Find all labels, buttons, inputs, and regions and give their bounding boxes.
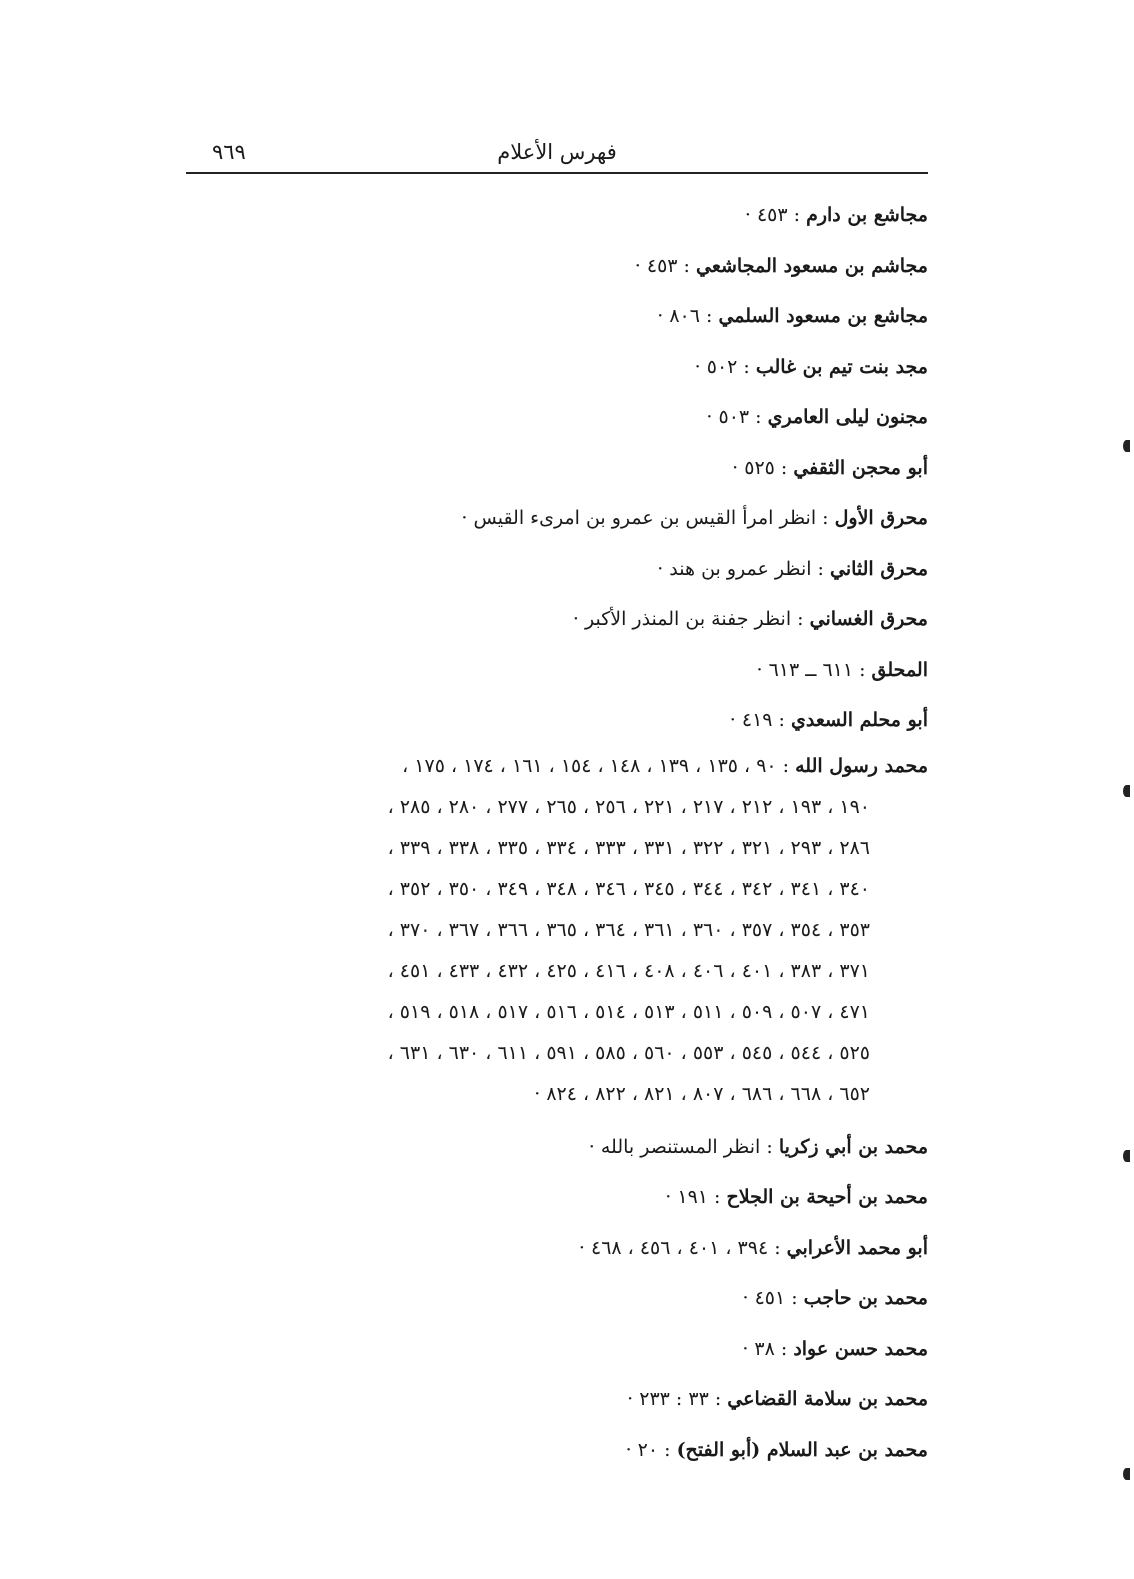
entry-refs: : ٦١١ ــ ٦١٣ ·	[756, 658, 872, 681]
entry-refs: : ٤٥٣ ·	[634, 254, 696, 277]
index-entry	[186, 241, 928, 292]
index-entry	[186, 1324, 928, 1375]
entry-refs: : ٣٣ : ٢٣٣ ·	[627, 1388, 728, 1410]
page-header	[186, 136, 928, 174]
entry-name: محمد بن سلامة القضاعي	[727, 1388, 928, 1410]
index-entry	[186, 1374, 928, 1425]
entry-refs: : انظر عمرو بن هند ·	[657, 557, 830, 580]
entry-name: محمد بن أحيحة بن الجلاح	[726, 1186, 928, 1208]
entry-name: محمد بن عبد السلام (أبو الفتح)	[676, 1438, 928, 1461]
entry-refs: : ٥٠٢ ·	[694, 355, 756, 378]
entry-name: مجاشع بن دارم	[806, 204, 928, 226]
index-entry	[186, 493, 928, 544]
index-entry	[186, 645, 928, 696]
index-entry	[186, 1122, 928, 1173]
entry-continuation-line: ٣٥٣ ، ٣٥٤ ، ٣٥٧ ، ٣٦٠ ، ٣٦١ ، ٣٦٤ ، ٣٦٥ ، ٣٦٦ ، ٣٦٧ ، ٣٧٠ ،	[387, 918, 870, 941]
index-entry	[186, 1425, 928, 1476]
entry-refs: : انظر جفنة بن المنذر الأكبر ·	[572, 608, 810, 630]
entry-refs: : ٥٢٥ ·	[732, 456, 794, 479]
entry-name: محمد بن حاجب	[803, 1287, 928, 1309]
entry-name: محمد رسول الله	[795, 754, 928, 777]
binding-mark	[1123, 785, 1130, 797]
entry-name: أبو محلم السعدي	[790, 709, 928, 731]
index-entry	[186, 695, 928, 746]
entry-continuation-line: ٣٧١ ، ٣٨٣ ، ٤٠١ ، ٤٠٦ ، ٤٠٨ ، ٤١٦ ، ٤٢٥ ، ٤٣٢ ، ٤٣٣ ، ٤٥١ ،	[387, 959, 870, 982]
entry-name: محرق الأول	[834, 507, 928, 529]
index-entry-multiline	[186, 746, 928, 1115]
entry-name: محرق الغساني	[809, 608, 928, 630]
entry-name: مجاشع بن مسعود السلمي	[718, 305, 928, 327]
entry-refs: : ٤١٩ ·	[729, 709, 791, 731]
binding-mark	[1123, 440, 1130, 452]
entry-refs: : ٣٨ ·	[742, 1337, 794, 1360]
entry-refs: : ١٩١ ·	[665, 1186, 727, 1208]
entry-name: أبو محمد الأعرابي	[786, 1236, 928, 1259]
entry-name: مجد بنت تيم بن غالب	[755, 355, 928, 378]
entry-first-line	[186, 746, 928, 787]
entry-continuation-line: ٥٢٥ ، ٥٤٤ ، ٥٤٥ ، ٥٥٣ ، ٥٦٠ ، ٥٨٥ ، ٥٩١ ، ٦١١ ، ٦٣٠ ، ٦٣١ ،	[387, 1041, 870, 1064]
entry-name: محمد حسن عواد	[793, 1337, 928, 1360]
binding-mark	[1123, 1150, 1130, 1162]
entry-continuation-line: ٣٤٠ ، ٣٤١ ، ٣٤٢ ، ٣٤٤ ، ٣٤٥ ، ٣٤٦ ، ٣٤٨ ، ٣٤٩ ، ٣٥٠ ، ٣٥٢ ،	[387, 877, 870, 900]
index-entry	[186, 392, 928, 443]
index-entry	[186, 291, 928, 342]
index-entry	[186, 342, 928, 393]
entry-refs: : ٤٥٣ ·	[744, 204, 807, 226]
entry-refs: : ٣٩٤ ، ٤٠١ ، ٤٥٦ ، ٤٦٨ ·	[578, 1236, 787, 1259]
index-entry	[186, 443, 928, 494]
index-entry	[186, 544, 928, 595]
entry-refs: : انظر المستنصر بالله ·	[588, 1135, 779, 1158]
entry-continuation-line: ١٩٠ ، ١٩٣ ، ٢١٢ ، ٢١٧ ، ٢٢١ ، ٢٥٦ ، ٢٦٥ ، ٢٧٧ ، ٢٨٠ ، ٢٨٥ ،	[387, 795, 870, 818]
page-title: فهرس الأعلام	[497, 140, 617, 164]
index-content	[186, 190, 928, 1475]
entry-continuation-line: ٦٥٢ ، ٦٦٨ ، ٦٨٦ ، ٨٠٧ ، ٨٢١ ، ٨٢٢ ، ٨٢٤ ·	[534, 1082, 870, 1105]
index-entry	[186, 1223, 928, 1274]
entry-continuation-line: ٤٧١ ، ٥٠٧ ، ٥٠٩ ، ٥١١ ، ٥١٣ ، ٥١٤ ، ٥١٦ ، ٥١٧ ، ٥١٨ ، ٥١٩ ،	[387, 1000, 870, 1023]
entry-name: مجاشم بن مسعود المجاشعي	[696, 254, 928, 277]
index-entry	[186, 1172, 928, 1223]
entry-name: المحلق	[871, 658, 928, 681]
entry-continuation-line: ٢٨٦ ، ٢٩٣ ، ٣٢١ ، ٣٢٢ ، ٣٣١ ، ٣٣٣ ، ٣٣٤ ، ٣٣٥ ، ٣٣٨ ، ٣٣٩ ،	[387, 836, 870, 859]
entry-name: أبو محجن الثقفي	[793, 456, 928, 479]
index-entry	[186, 594, 928, 645]
entry-refs: : ٢٠ ·	[625, 1438, 677, 1461]
page-number: ٩٦٩	[212, 140, 246, 164]
entry-refs: : ٩٠ ، ١٣٥ ، ١٣٩ ، ١٤٨ ، ١٥٤ ، ١٦١ ، ١٧٤ ، ١٧٥ ،	[402, 754, 796, 777]
entry-name: محمد بن أبي زكريا	[778, 1135, 928, 1158]
entry-refs: : ٨٠٦ ·	[657, 305, 719, 327]
binding-mark	[1123, 1468, 1130, 1480]
index-entry	[186, 1273, 928, 1324]
entry-refs: : ٤٥١ ·	[742, 1287, 804, 1309]
index-entry	[186, 190, 928, 241]
entry-refs: : انظر امرأ القيس بن عمرو بن امرىء القيس ·	[461, 507, 835, 529]
entry-refs: : ٥٠٣ ·	[706, 406, 768, 428]
entry-name: مجنون ليلى العامري	[767, 406, 928, 428]
entry-name: محرق الثاني	[830, 557, 928, 580]
